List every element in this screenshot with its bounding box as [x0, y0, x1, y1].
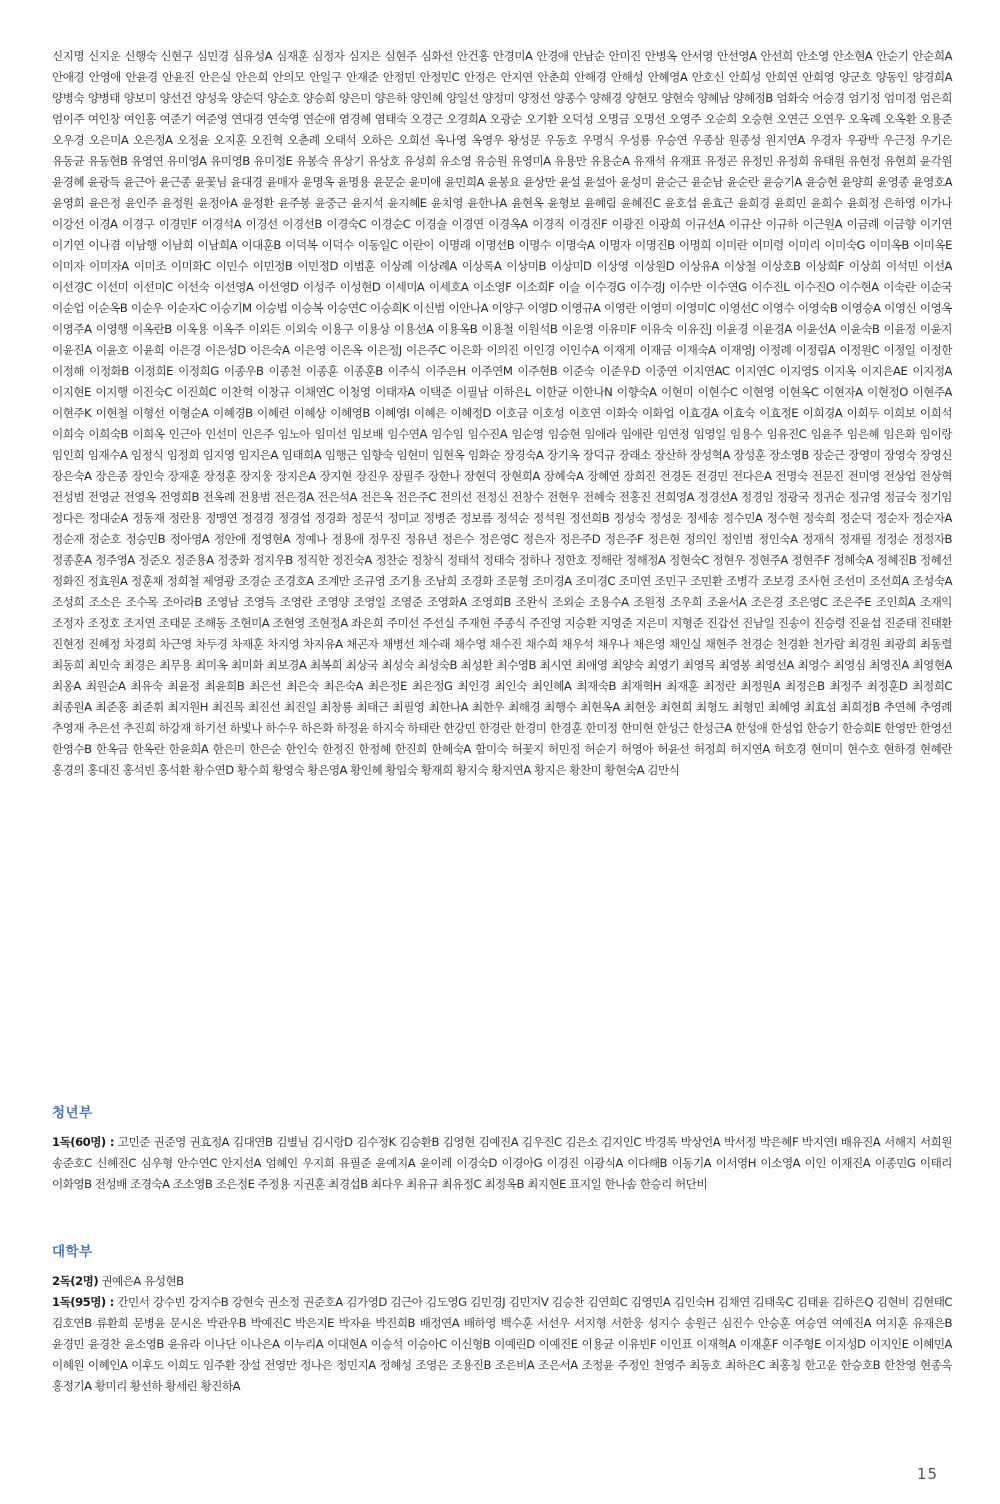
section-title-youth: 청년부 [52, 1105, 93, 1121]
university-group-2-readings [52, 1271, 952, 1292]
section-university [52, 1240, 952, 1397]
group-label: 1독(60명) : [52, 1135, 114, 1149]
general-name-list: 신지명 신지운 신행숙 신현구 심민경 심유성A 심재훈 심정자 심지은 심현주 심화선 안건홍 안경미A 안경애 안남순 안미진 안병옥 안서영 안선영A 안선희 안소영 안소현A 안순기 안순희A 안애경 안영애 안윤경 안윤진 안은실 안은희 안의모 안일구 안재준 안정민 안정민C 안정은 안지연 안춘희 안해경 안해성 안혜영A 안호신 안희성 안희연 안희영 양군호 양동인 양경희A 양병숙 양병태 양보미 양선건 양성욱 양순덕 양순호 양승희 양은미 양은하 양인혜 양일선 양정미 양정선 양종수 양해경 양현모 양현숙 양혜남 양혜정B 엄화숙 어승경 엄기정 엄미정 엄은희 엄이주 여인창 여인홍 여준기 여준영 연대경 연숙영 연순애 염경혜 염태숙 오경근 오경희A 오광순 오기환 오덕성 오명금 오명선 오영주 오순희 오승현 오연근 오연우 오옥례 오옥환 오용준 오우경 오은미A 오은정A 오정윤 오지훈 오진혁 오춘례 오태석 오하은 오희선 옥나영 옥영우 왕성문 우동호 우명식 우성룡 우승연 우종삼 원종성 원지연A 우경자 우광박 우근정 우기은 유동균 유동현B 유영연 유미영A 유미영B 유미정E 유봉숙 유상기 유상호 유성희 유소영 유승원 유영미A 유용만 유용순A 유재석 유재표 유정곤 유정민 유정희 유태원 유현정 유현희 윤각원 윤경혜 윤광득 윤근아 윤근종 윤꽃님 윤대경 윤매자 윤명옥 윤명용 윤문순 윤미애 윤민희A 윤봉요 윤상만 윤설 윤설아 윤성미 윤순근 윤순남 윤순란 윤승기A 윤승현 윤양희 윤영종 윤영호A 윤영희 윤은정 윤인주 윤정원 윤정아A 윤정환 윤주봉 윤중근 윤지석 윤지혜E 윤치영 윤한나A 윤현옥 윤형보 윤혜림 윤혜진C 윤호섭 윤효근 윤희경 윤희민 윤희수 윤희정 은하영 이가나 이강선 이경A 이경구 이경민F 이경석A 이경선 이경선B 이경숙C 이경순C 이경술 이경연 이경옥A 이경직 이경진F 이광진 이광희 이규선A 이규산 이규하 이근원A 이금례 이금향 이기연 이기연 이나겸 이남행 이남희 이남희A 이대훈B 이덕복 이덕수 이동일C 이란이 이명래 이명선B 이명수 이명숙A 이명자 이명진B 이명희 이미란 이미령 이미리 이미숙G 이미옥B 이미옥E 이미자 이미자A 이미조 이미화C 이민수 이민정B 이민정D 이범훈 이상례 이상례A 이상록A 이상미B 이상미D 이상영 이상원D 이상유A 이상철 이상호B 이상희F 이상희 이석민 이선A 이선경C 이선미 이선미C 이선숙 이선영A 이선영D 이성주 이성현D 이세미A 이세호A 이소영F 이소희F 이슬 이수경G 이수경J 이수만 이수연G 이수진L 이수진O 이수현A 이숙란 이순국 이순업 이순옥B 이순우 이순자C 이승기M 이승법 이승복 이승연C 이승희K 이신범 이안나A 이양구 이영D 이영규A 이영란 이영미 이영미C 이영선C 이영수 이영숙B 이영승A 이영신 이영옥 이영주A 이영행 이옥란B 이옥용 이옥주 이외든 이외숙 이용구 이용상 이용선A 이용옥B 이용철 이원석B 이운영 이유미F 이유숙 이유진J 이윤경 이윤경A 이윤선A 이윤숙B 이윤정 이윤지 이윤진A 이윤호 이윤희 이은경 이은성D 이은숙A 이은영 이은옥 이은정J 이은주C 이은화 이의진 이인경 이인수A 이재게 이재금 이재숙A 이재영J 이정례 이정림A 이정원C 이정일 이정한 이정해 이정화B 이정희E 이정희G 이종우B 이종천 이종훈 이종훈B 이주식 이주은H 이주연M 이주현B 이준숙 이준우D 이중연 이지연AC 이지연C 이지영S 이지옥 이지은AE 이지정A 이지현E 이지행 이진숙C 이진희C 이찬혁 이창규 이채연C 이청영 이태자A 이택준 이필남 이하은L 이한균 이한나N 이향숙A 이현미 이현수C 이현영 이현옥C 이현자A 이현정O 이현주A 이현주K 이현철 이형선 이형순A 이혜경B 이혜련 이혜상 이혜영B 이혜영I 이혜은 이혜정D 이호금 이호성 이호연 이화숙 이화업 이효경A 이효숙 이효정E 이희경A 이희두 이희보 이희석 이희숙 이희숙B 이희옥 인근아 인선미 인은주 임노아 임미선 임보배 임수연A 임수임 임수진A 임순영 임승현 임애라 임애란 임연정 임영일 임용수 임유진C 임윤주 임은혜 임은화 임이랑 임인희 임재수A 임정식 임정희 임지영 임지은A 임태희A 임행근 임향숙 임현미 임현옥 임화순 장경숙A 장기옥 장덕규 장래소 장산하 장성혁A 장성훈 장소영B 장순근 장영미 장영숙 장영신 장은숙A 장은종 장인숙 장재훈 장정훈 장지웅 장지은A 장지현 장진우 장필주 장한나 장현덕 장현희A 장혜숙A 장혜연 장희진 전경돈 전경민 전다은A 전명숙 전문진 전미영 전상업 전상혁 전성범 전영균 전영옥 전영희B 전옥례 전용범 전은경A 전은석A 전은옥 전은주C 전의선 전정신 전창수 전현우 전혜숙 전홍진 전희영A 정경선A 정경임 정광국 정귀순 정규영 정금숙 정기임 정다은 정대순A 정동재 정란용 정맹연 정경경 정경섭 정경화 정문석 정미교 정병준 정보름 정석순 정석원 정선희B 정성숙 정성운 정세송 정수민A 정수현 정숙희 정순덕 정순자 정순자A 정순재 정순호 정승민B 정아영A 정안애 정영현A 정예나 정용애 정우진 정유년 정은수 정은영C 정은자 정은주D 정은주F 정은현 정의인 정인범 정인숙A 정재식 정재필 정정순 정정자B 정종훈A 정주영A 정준오 정준용A 정중화 정지우B 정직한 정진숙A 정찬순 정창식 정태석 정태숙 정하나 정한호 정해란 정해정A 정현숙C 정현우 정현주A 정현주F 정혜숙A 정혜진B 정혜선 정화진 정효원A 정훈채 정희철 제영광 조경순 조경호A 조계만 조규영 조기용 조남희 조경화 조문형 조미경A 조미경C 조미연 조민구 조민환 조병각 조보경 조사현 조선미 조선희A 조성숙A 조성희 조소은 조수목 조아라B 조영남 조영득 조영란 조영양 조영일 조영준 조영화A 조영희B 조완식 조외순 조용수A 조원정 조우희 조윤서A 조은경 조은영C 조은주E 조인희A 조재익 조정자 조정호 조지연 조태문 조해동 조현미A 조현영 조현정A 좌은희 주미선 주선실 주재현 주종식 주진영 지승환 지영준 지은미 지형준 진갑선 진남일 진송이 진승령 진윤섭 진준태 진태환 진현정 진혜정 차경희 차근영 차두경 차재훈 차지영 차지유A 채곤자 채병선 채수래 채수영 채수진 채수희 채우석 채우나 채은영 채인실 채현주 천경순 천경환 천가람 최경원 최광희 최동렬 최동희 최민숙 최경은 최무용 최미옥 최미화 최보경A 최복희 최상국 최성숙 최성숙B 최성환 최수영B 최시연 최애영 최양숙 최영기 최영목 최영봉 최영선A 최영수 최영심 최영진A 최영현A 최옹A 최원순A 최유숙 최윤정 최윤희B 최은선 최은숙 최은숙A 최은정E 최은정G 최인경 최인숙 최인혜A 최재숙B 최재혁H 최재훈 최정란 최정원A 최정은B 최정주 최정훈D 최정희C 최종원A 최준홍 최준휘 최지원H 최진목 최진선 최진일 최창룡 최태근 최필영 최한나A 최한우 최해경 최행수 최현옥A 최현웅 최현희 최형도 최형민 최혜영 최효섬 최희정B 추연혜 추영례 추영재 추은선 추진희 하강재 하기선 하빛나 하수우 하은화 하정윤 하지숙 하태란 한강민 한경란 한경미 한경훈 한미정 한미현 한성근 한성근A 한성애 한성업 한승기 한승희E 한영만 한영선 한영수B 한옥금 한옥란 한윤희A 한은미 한은순 한인숙 한정진 한정혜 한진희 한혜숙A 함미숙 허꽃지 허민정 허순기 허영아 허윤선 허정희 허지연A 허호경 현미미 현수호 현하경 현혜란 홍경의 홍대진 홍석빈 홍석환 황수연D 황수희 황영숙 황은영A 황인혜 황임숙 황재희 황지숙 황지연A 황지은 황찬미 황현숙A 김만식 [52, 49, 952, 777]
page-number: 15 [916, 1465, 938, 1483]
university-group-1-reading [52, 1292, 952, 1397]
section-youth [52, 1101, 952, 1195]
youth-group-1-reading [52, 1132, 952, 1195]
group-label: 2독(2명) [52, 1274, 99, 1288]
section-title-university: 대학부 [52, 1244, 93, 1260]
group-names: 고민준 권준영 권효정A 김대연B 김별님 김시랑D 김수정K 김승환B 김영현 김예진A 김우진C 김은소 김지인C 박경록 박상언A 박서정 박은혜F 박지연I 배유진A 서해지 서희원 송준호C 신혜진C 심우형 안수연C 안지선A 엄혜인 우지희 유필준 윤예지A 윤이레 이경숙D 이경아G 이경진 이광식A 이다해B 이동기A 이서영H 이소영A 이인 이재진A 이종민G 이태리 이화영B 전성배 조경숙A 조소영B 조은정E 주정용 지권훈 최경섭B 최다우 최유규 최유정C 최정옥B 최지현E 표지일 한나솜 한승리 허단비 [52, 1135, 953, 1191]
name-list-block [52, 46, 952, 781]
group-names: 권예은A 유성현B [101, 1274, 184, 1288]
group-label: 1독(95명) : [52, 1295, 114, 1309]
group-names: 간민서 강수빈 강지수B 강현숙 권소정 권준호A 김가영D 김근아 김도영G 김민경J 김민지V 김승찬 김연희C 김영민A 김인숙H 김채연 김태욱C 김태윤 김하은Q 김현비 김현태C 김호연B 류환희 문병윤 문시온 박관우B 박예진C 박은지E 박자윤 박진희B 배정연A 배하영 백수훈 서선우 서지형 서한웅 성지수 송원근 심진수 안승훈 여승연 여예진A 여지훈 유재은B 윤경민 윤경찬 윤소영B 윤유라 이나단 이나은A 이누리A 이대현A 이승석 이승아C 이신형B 이예린D 이예진E 이용균 이유빈F 이인표 이재혁A 이재훈F 이주형E 이지성D 이지인E 이혜민A 이혜원 이혜인A 이후도 이희도 임주환 장설 전영만 정나은 정민지A 정혜성 조영은 조용진B 조은비A 조은서A 조정윤 주정인 천영주 최동호 최하은C 최홍칭 한고운 한승호B 한찬영 현종욱 홍정기A 황미리 황선하 황세린 황진하A [52, 1295, 953, 1393]
